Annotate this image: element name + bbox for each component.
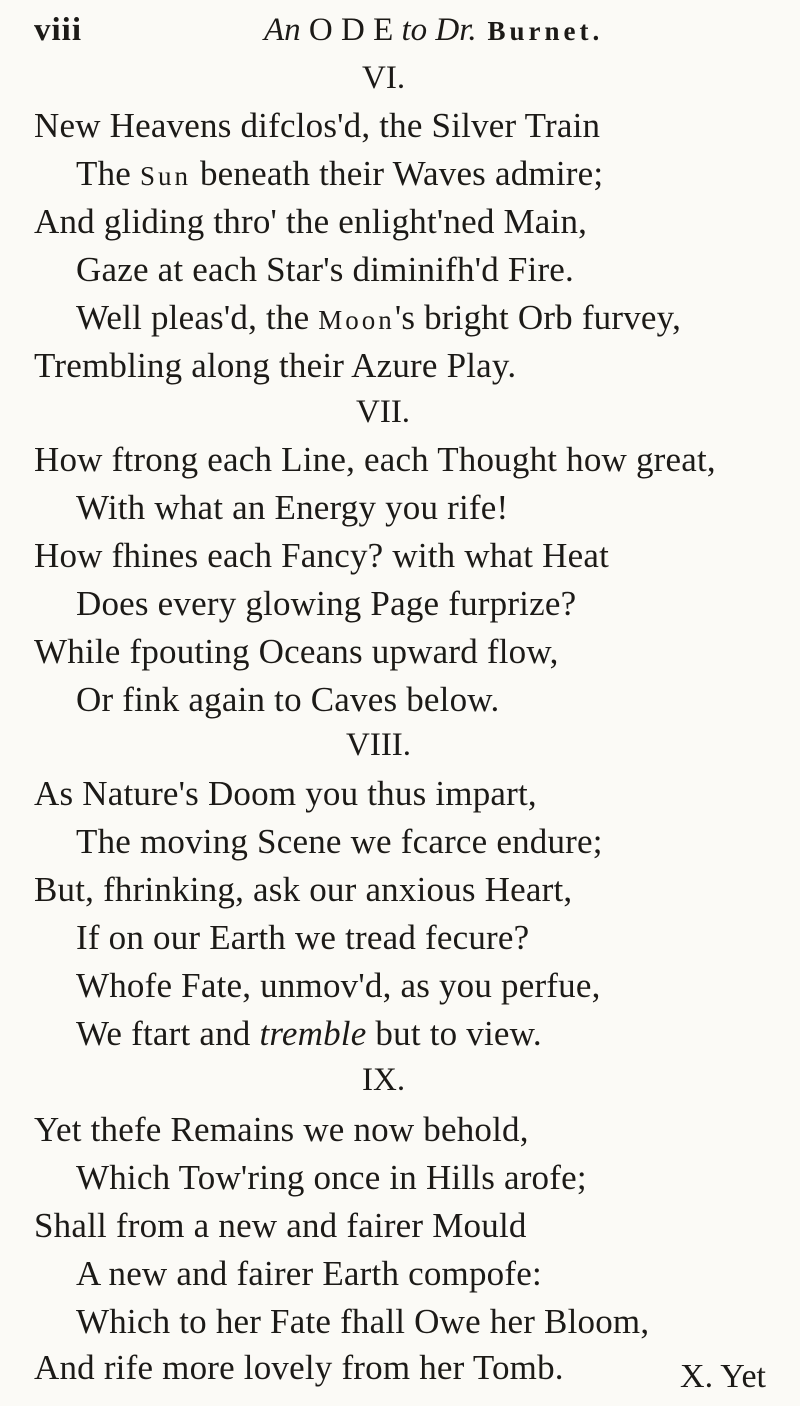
poem-line: And rife more lovely from her Tomb.: [34, 1348, 564, 1387]
poem-line: As Nature's Doom you thus impart,: [34, 774, 537, 813]
poem-line: And gliding thro' the enlight'ned Main,: [34, 202, 588, 241]
poem-line: But, fhrinking, ask our anxious Heart,: [34, 870, 573, 909]
sun-word: Sun: [139, 161, 191, 191]
poem-line: Shall from a new and fairer Mould: [34, 1206, 527, 1245]
title-to: to Dr.: [401, 12, 477, 48]
poem-line: Whofe Fate, unmov'd, as you perfue,: [76, 966, 601, 1005]
poem-line: We ftart and tremble but to view.: [76, 1014, 542, 1053]
poem-line: The Sun beneath their Waves admire;: [76, 154, 604, 193]
poem-line: With what an Energy you rife!: [76, 488, 509, 527]
poem-line: The moving Scene we fcarce endure;: [76, 822, 603, 861]
poem-line: A new and fairer Earth compofe:: [76, 1254, 542, 1293]
poem-line: Trembling along their Azure Play.: [34, 346, 517, 385]
poem-line: How fhines each Fancy? with what Heat: [34, 536, 609, 575]
stanza-number: VII.: [356, 394, 411, 430]
emphasis-tremble: tremble: [259, 1014, 367, 1053]
poem-line: Yet thefe Remains we now behold,: [34, 1110, 529, 1149]
poem-line: Which Tow'ring once in Hills arofe;: [76, 1158, 587, 1197]
moon-word: Moon: [318, 305, 395, 335]
title-ode: O D E: [300, 12, 402, 48]
poem-line: New Heavens difclos'd, the Silver Train: [34, 106, 601, 145]
poem-line: Well pleas'd, the Moon's bright Orb furvey,: [76, 298, 682, 337]
stanza-number: VIII.: [346, 727, 412, 763]
title-name: Burnet.: [476, 16, 604, 46]
stanza-number: IX.: [362, 1062, 406, 1098]
poem-line: How ftrong each Line, each Thought how great,: [34, 440, 716, 479]
poem-line: If on our Earth we tread fecure?: [76, 918, 530, 957]
catchword: X. Yet: [680, 1358, 766, 1395]
poem-line: While fpouting Oceans upward flow,: [34, 632, 559, 671]
poem-line: Does every glowing Page furprize?: [76, 584, 577, 623]
poem-line: Which to her Fate fhall Owe her Bloom,: [76, 1302, 650, 1341]
stanza-number: VI.: [362, 60, 406, 96]
running-header: [34, 8, 776, 56]
poem-line: Gaze at each Star's diminifh'd Fire.: [76, 250, 574, 289]
poem-line: Or fink again to Caves below.: [76, 680, 500, 719]
running-title: [264, 12, 603, 49]
page-number: viii: [34, 12, 83, 48]
title-article: An: [264, 12, 301, 48]
